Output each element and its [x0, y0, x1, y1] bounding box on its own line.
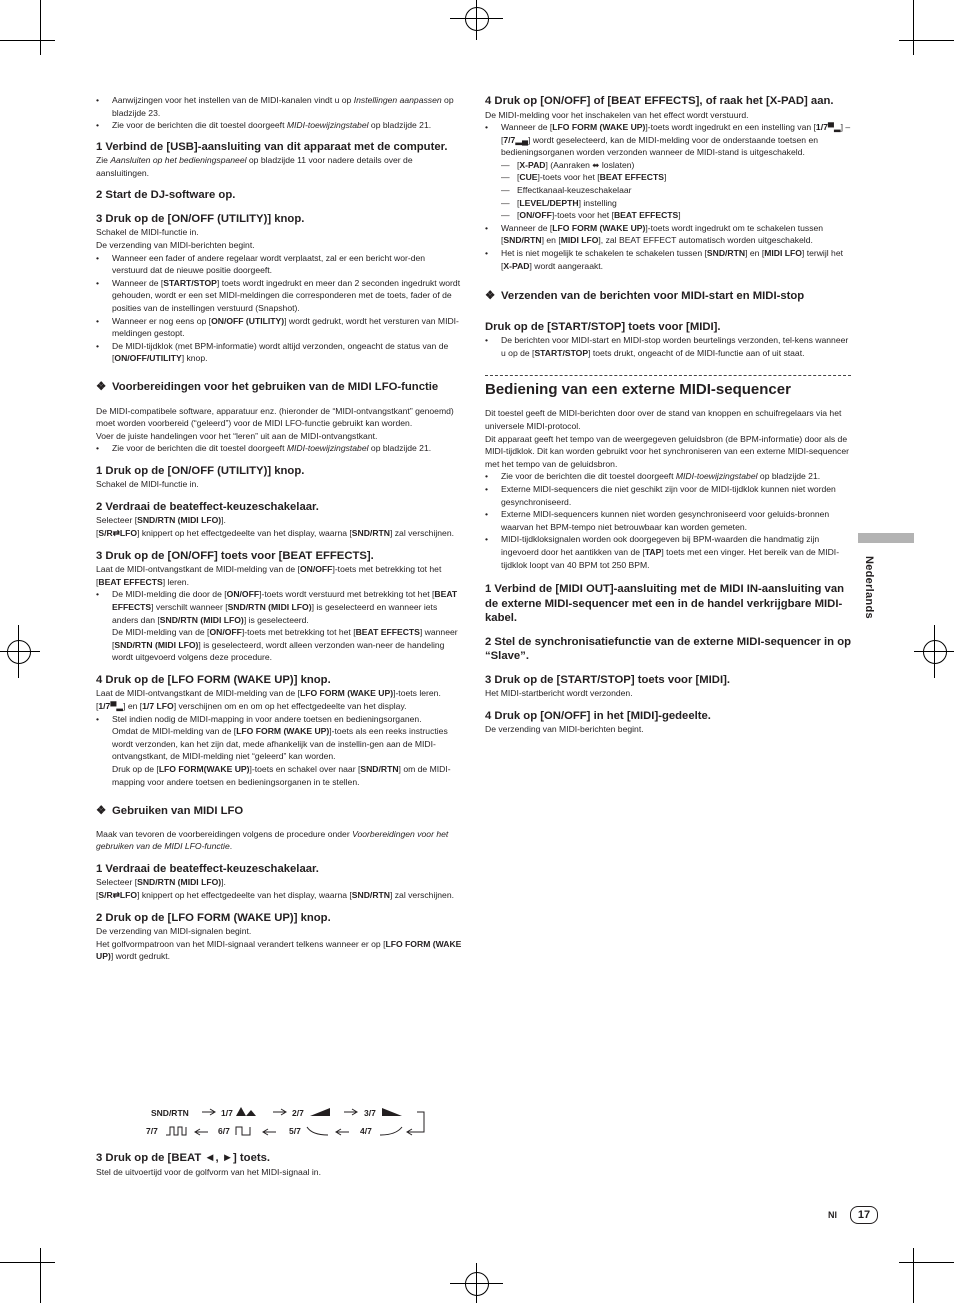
- list-item: • Wanneer de [LFO FORM (WAKE UP)]-toets wordt ingedrukt en een instelling van [1/7▀▂] – [7/7▂▄] wordt geselecteerd, kan de MIDI-melding voor de onderstaande toetsen en bedieningsorganen worden verzonden wanneer de MIDI-stand is uitgeschakeld. — [X-PAD] (Aanraken ⬌ loslaten) — [CUE]-toets voor het [BEAT EFFECTS] — Effectkanaal-keuzeschakelaar — [LEVEL/DEPTH] instelling — [ON/OFF]-toets voor het [BEAT EFFECTS]: [485, 121, 851, 222]
- bullet-list: [96, 442, 462, 455]
- diagram-label: 3/7: [364, 1108, 376, 1118]
- arrow-left-icon: [336, 1129, 349, 1135]
- list-item: — [X-PAD] (Aanraken ⬌ loslaten): [501, 159, 851, 172]
- crop-mark: [899, 40, 954, 41]
- page-number: 17: [850, 1206, 878, 1224]
- list-item: • Wanneer de [LFO FORM (WAKE UP)]-toets wordt ingedrukt om te schakelen tussen [SND/RTN] en [MIDI LFO], zal BEAT EFFECT automatisch worden uitgeschakeld.: [485, 222, 851, 247]
- right-column: [485, 94, 851, 736]
- left-column: [96, 94, 462, 963]
- arrow-right-icon: [344, 1109, 357, 1115]
- step-heading: 3 Druk op de [START/STOP] toets voor [MIDI].: [485, 673, 730, 686]
- diagram-label: 1/7: [221, 1108, 233, 1118]
- connector-line: [408, 1112, 424, 1132]
- intro-bullets: [96, 94, 462, 132]
- subsection-heading: [96, 380, 462, 395]
- arrow-right-icon: [202, 1109, 215, 1115]
- list-item: • Stel indien nodig de MIDI-mapping in voor andere toetsen en bedieningsorganen. Omdat de MIDI-melding van de [LFO FORM (WAKE UP)]-toets als een reeks instructies wordt verzonden, kan het zijn dat, mede afhankelijk van de instellin-gen aan de MIDI-ontvangstkant, de MIDI-melding niet “geleerd” kan worden. Druk op de [LFO FORM(WAKE UP)]-toets en schakel over naar [SND/RTN] om de MIDI-mapping voor andere toetsen en bedieningsorganen in te stellen.: [96, 713, 462, 789]
- bullet-list: [485, 334, 851, 359]
- paragraph: De verzending van MIDI-berichten begint.: [485, 724, 644, 735]
- waveform-icon: [310, 1108, 330, 1116]
- diamond-icon: ❖: [96, 805, 107, 818]
- bullet-list: [485, 121, 851, 272]
- step-heading: 2 Stel de synchronisatiefunctie van de externe MIDI-sequencer in op “Slave”.: [485, 635, 851, 663]
- step-heading: 2 Start de DJ-software op.: [96, 189, 236, 202]
- paragraph: De MIDI-compatibele software, apparatuur enz. (hieronder de “MIDI-ontvangstkant” genoemd) moet worden voorbereid (“geleerd”) voor de MIDI LFO-functie gebruikt kan worden.: [96, 405, 454, 429]
- paragraph: Laat de MIDI-ontvangstkant de MIDI-melding van de [ON/OFF]-toets met betrekking tot het [BEAT EFFECTS] leren.: [96, 564, 442, 587]
- step-heading: 1 Verbind de [MIDI OUT]-aansluiting met de MIDI IN-aansluiting van de externe MIDI-sequencer met een in de handel verkrijgbare MIDI-kabel.: [485, 583, 845, 625]
- bullet-list: [96, 252, 462, 365]
- paragraph: Maak van tevoren de voorbereidingen volgens de procedure onder Voorbereidingen voor het gebruiken van de MIDI LFO-functie.: [96, 828, 449, 852]
- paragraph: [1/7▀▂] en [1/7 LFO] verschijnen om en om op het effectgedeelte van het display.: [96, 701, 407, 711]
- crop-mark: [0, 40, 55, 41]
- diagram-label: 6/7: [218, 1126, 230, 1136]
- crop-mark: [899, 1262, 954, 1263]
- step-heading: 1 Druk op de [ON/OFF (UTILITY)] knop.: [96, 464, 305, 477]
- list-item: • Externe MIDI-sequencers die niet geschikt zijn voor de MIDI-tijdklok kunnen niet worden gesynchroniseerd.: [485, 483, 851, 508]
- bullet-list: [96, 588, 462, 664]
- diamond-icon: ❖: [96, 381, 107, 393]
- diagram-label: 5/7: [289, 1126, 301, 1136]
- side-language-label: Nederlands: [863, 556, 875, 619]
- bullet-list: [485, 470, 851, 571]
- list-item: — [CUE]-toets voor het [BEAT EFFECTS]: [501, 171, 851, 184]
- waveform-icon: [382, 1108, 402, 1116]
- wave-icon: ▂▄: [515, 134, 529, 145]
- paragraph: Voer de juiste handelingen voor het “leren” uit aan de MIDI-ontvangstkant.: [96, 430, 378, 441]
- paragraph: Dit toestel geeft de MIDI-berichten door over de stand van knoppen en schuifregelaars via het universele MIDI-protocol.: [485, 408, 842, 431]
- paragraph: Laat de MIDI-ontvangstkant de MIDI-melding van de [LFO FORM (WAKE UP)]-toets leren.: [96, 688, 441, 699]
- crop-mark: [913, 0, 914, 55]
- list-item: • Wanneer een fader of andere regelaar wordt verplaatst, zal er een bericht wor-den verstuurd dat de nieuwe positie doorgeeft.: [96, 252, 462, 277]
- lfo-form-sequence-diagram: [126, 1105, 428, 1139]
- step-heading: 1 Verbind de [USB]-aansluiting van dit apparaat met de computer.: [96, 140, 448, 153]
- paragraph: De verzending van MIDI-signalen begint.: [96, 926, 252, 937]
- list-item: • Zie voor de berichten die dit toestel doorgeeft MIDI-toewijzingstabel op bladzijde 21.: [96, 119, 462, 132]
- arrow-right-icon: [273, 1109, 286, 1115]
- waveform-icon: [166, 1127, 186, 1135]
- waveform-icon: [236, 1107, 256, 1116]
- registration-mark: [465, 1272, 489, 1296]
- list-item: • Wanneer de [START/STOP] toets wordt ingedrukt en meer dan 2 seconden ingedrukt wordt gehouden, wordt er een set MIDI-meldingen die corresponderen met de toets, fader of de posities van de instellingen verstuurd (Snapshot).: [96, 277, 462, 315]
- step-heading: 4 Druk op de [LFO FORM (WAKE UP)] knop.: [96, 673, 331, 686]
- list-item: • Wanneer er nog eens op [ON/OFF (UTILITY)] wordt gedrukt, wordt het versturen van MIDI-meldingen gestopt.: [96, 315, 462, 340]
- subsection-heading: [485, 289, 851, 304]
- crop-mark: [40, 1248, 41, 1303]
- list-item: — Effectkanaal-keuzeschakelaar: [501, 184, 851, 197]
- waveform-icon: [380, 1127, 402, 1135]
- bullet-list: [96, 713, 462, 789]
- section-divider: [485, 375, 851, 376]
- paragraph: Schakel de MIDI-functie in.: [96, 227, 199, 238]
- diamond-icon: ❖: [485, 290, 496, 303]
- subsection-title: Voorbereidingen voor het gebruiken van de MIDI LFO-functie: [112, 381, 439, 393]
- paragraph: Selecteer [SND/RTN (MIDI LFO)].: [96, 877, 226, 888]
- diagram-label: SND/RTN: [151, 1108, 189, 1118]
- crop-mark: [0, 1262, 55, 1263]
- list-item: • De MIDI-tijdklok (met BPM-informatie) wordt altijd verzonden, ongeacht de status van de [ON/OFF/UTILITY] knop.: [96, 340, 462, 365]
- subsection-heading: [96, 804, 462, 819]
- step-heading: 2 Verdraai de beateffect-keuzeschakelaar.: [96, 500, 319, 513]
- step-heading: 4 Druk op [ON/OFF] in het [MIDI]-gedeelte.: [485, 709, 711, 722]
- list-item: — [ON/OFF]-toets voor het [BEAT EFFECTS]: [501, 209, 851, 222]
- step-heading: 3 Druk op de [ON/OFF] toets voor [BEAT EFFECTS].: [96, 549, 374, 562]
- arrow-left-icon: [263, 1129, 276, 1135]
- list-item: • Aanwijzingen voor het instellen van de MIDI-kanalen vindt u op Instellingen aanpassen op bladzijde 23.: [96, 94, 462, 119]
- page-language: Nl: [828, 1210, 837, 1220]
- subsection-title: Verzenden van de berichten voor MIDI-start en MIDI-stop: [501, 290, 805, 303]
- subsection-title: Gebruiken van MIDI LFO: [112, 805, 244, 818]
- diagram-label: 2/7: [292, 1108, 304, 1118]
- left-column-end: [96, 1151, 462, 1178]
- registration-mark: [7, 640, 31, 664]
- list-item: • Zie voor de berichten die dit toestel doorgeeft MIDI-toewijzingstabel op bladzijde 21.: [96, 442, 462, 455]
- wave-icon: ▀▂: [110, 701, 124, 711]
- paragraph: [S/R⇄LFO] knippert op het effectgedeelte van het display, waarna [SND/RTN] zal verschijnen.: [96, 889, 454, 900]
- crop-mark: [913, 1248, 914, 1303]
- list-item: • Het is niet mogelijk te schakelen te schakelen tussen [SND/RTN] en [MIDI LFO] terwijl het [X-PAD] wordt aangeraakt.: [485, 247, 851, 272]
- step-heading: 3 Druk op de [ON/OFF (UTILITY)] knop.: [96, 212, 305, 225]
- list-item: • MIDI-tijdkloksignalen worden ook doorgegeven bij BPM-waarden die handmatig zijn ingevoerd door het aantikken van de [TAP] toets met een vinger. Het bereik van de MIDI-tijdklok loopt van 40 BPM tot 250 BPM.: [485, 533, 851, 571]
- step-heading: 1 Verdraai de beateffect-keuzeschakelaar.: [96, 862, 319, 875]
- step-heading: 4 Druk op [ON/OFF] of [BEAT EFFECTS], of raak het [X-PAD] aan.: [485, 95, 834, 107]
- list-item: • Externe MIDI-sequencers kunnen niet worden gesynchroniseerd voor geluids-bronnen waarvan het BPM-tempo niet betrouwbaar kan worden gemeten.: [485, 508, 851, 533]
- list-item: • Zie voor de berichten die dit toestel doorgeeft MIDI-toewijzingstabel op bladzijde 21.: [485, 470, 851, 483]
- dash-list: [501, 159, 851, 222]
- paragraph: De verzending van MIDI-berichten begint.: [96, 240, 255, 251]
- paragraph: Het MIDI-startbericht wordt verzonden.: [485, 688, 633, 699]
- waveform-icon: [307, 1127, 328, 1135]
- crop-mark: [40, 0, 41, 55]
- diagram-label: 7/7: [146, 1126, 158, 1136]
- step-heading: Druk op de [START/STOP] toets voor [MIDI].: [485, 320, 721, 333]
- section-title: Bediening van een externe MIDI-sequencer: [485, 381, 791, 399]
- waveform-icon: [236, 1127, 250, 1135]
- paragraph: Het golfvormpatroon van het MIDI-signaal verandert telkens wanneer er op [LFO FORM (WAKE UP)] wordt gedrukt.: [96, 938, 462, 962]
- registration-mark: [923, 640, 947, 664]
- list-item: • De berichten voor MIDI-start en MIDI-stop worden beurtelings verzonden, tel-kens wanneer u op de [START/STOP] toets drukt, ongeacht of de MIDI-functie aan of uit staat.: [485, 334, 851, 359]
- paragraph: Zie Aansluiten op het bedieningspaneel op bladzijde 11 voor nadere details over de aansluitingen.: [96, 155, 413, 178]
- paragraph: Schakel de MIDI-functie in.: [96, 479, 199, 490]
- paragraph: Selecteer [SND/RTN (MIDI LFO)].: [96, 515, 226, 526]
- arrow-left-icon: [195, 1129, 208, 1135]
- side-tab: [858, 533, 914, 543]
- diagram-label: 4/7: [360, 1126, 372, 1136]
- paragraph: [S/R⇄LFO] knippert op het effectgedeelte van het display, waarna [SND/RTN] zal verschijnen.: [96, 528, 454, 539]
- paragraph: Dit apparaat geeft het tempo van de weergegeven geluidsbron (de BPM-informatie) door als de MIDI-tijdklok. Dit kan worden gebruikt voor het synchroniseren van een externe MIDI-sequencer met het tempo van de geluidsbron.: [485, 433, 849, 469]
- paragraph: Stel de uitvoertijd voor de golfvorm van het MIDI-signaal in.: [96, 1166, 321, 1177]
- registration-mark: [465, 7, 489, 31]
- step-heading: 2 Druk op de [LFO FORM (WAKE UP)] knop.: [96, 911, 331, 924]
- wave-icon: ▀▂: [827, 122, 841, 133]
- list-item: • De MIDI-melding die door de [ON/OFF]-toets wordt verstuurd met betrekking tot het [BEAT EFFECTS] verschilt wanneer [SND/RTN (MIDI LFO)] is geselecteerd en wanneer iets anders dan [SND/RTN (MIDI LFO)] is geselecteerd. De MIDI-melding van de [ON/OFF]-toets met betrekking tot het [BEAT EFFECTS] wanneer [SND/RTN (MIDI LFO)] is geselecteerd, wordt alleen verzonden wan-neer de handeling wordt uitgevoerd volgens deze procedure.: [96, 588, 462, 664]
- step-heading: 3 Druk op de [BEAT ◄, ►] toets.: [96, 1152, 271, 1164]
- list-item: — [LEVEL/DEPTH] instelling: [501, 197, 851, 210]
- paragraph: De MIDI-melding voor het inschakelen van het effect wordt verstuurd.: [485, 109, 749, 120]
